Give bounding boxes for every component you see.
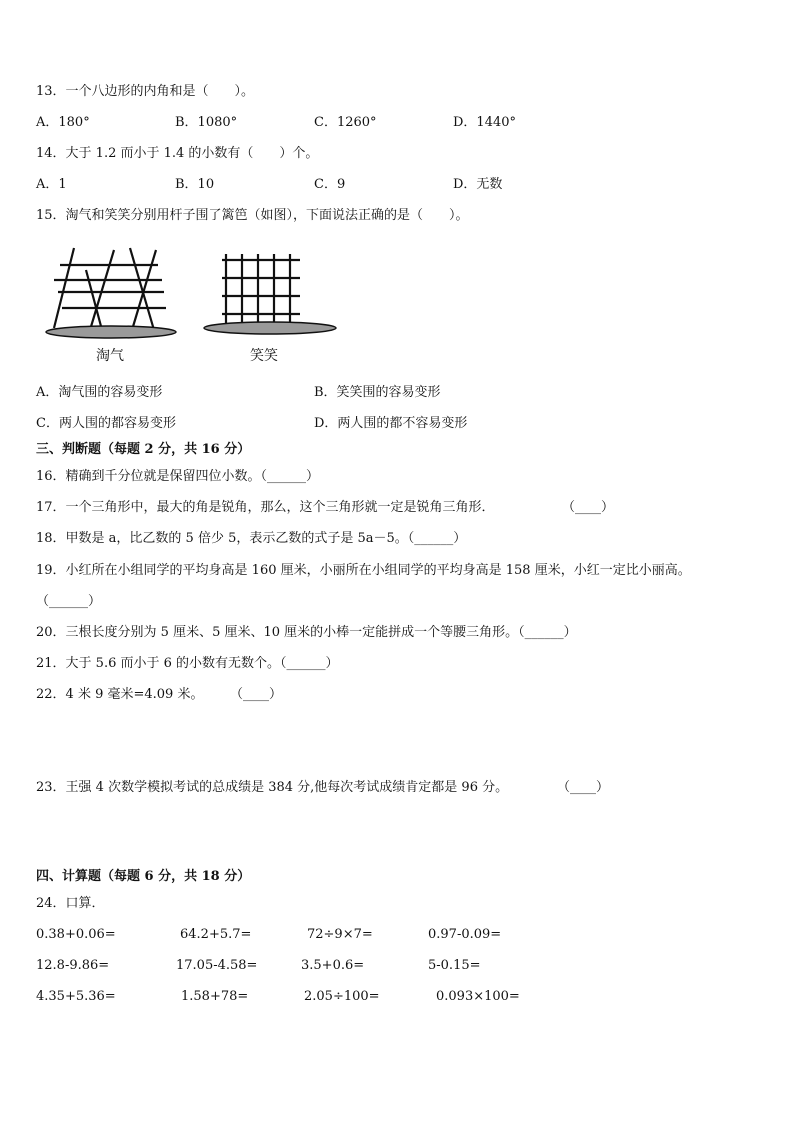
q19-blank: （______） [36,594,102,609]
q22-blank: （____） [230,687,283,702]
q13-option-c: C．1260° [314,115,377,130]
q15-option-d: D．两人围的都不容易变形 [314,416,468,431]
q15-option-a: A．淘气围的容易变形 [36,385,163,400]
q14-option-d: D．无数 [453,177,503,192]
q14-option-a: A．1 [36,177,67,192]
q13-option-a: A．180° [36,115,90,130]
q23-blank: （____） [557,780,610,795]
calc-item: 0.093×100= [436,989,520,1004]
q15-option-b: B．笑笑围的容易变形 [314,385,441,400]
xiaoxiao-label: 笑笑 [250,348,278,364]
q14-option-b: B．10 [175,177,215,192]
calc-item: 5-0.15= [428,958,481,973]
q14-text: 14．大于 1.2 而小于 1.4 的小数有（ ）个。 [36,146,319,161]
calc-item: 64.2+5.7= [180,927,252,942]
xiaoxiao-fence-icon [222,254,300,326]
section-4-title: 四、计算题（每题 6 分，共 18 分） [36,869,251,884]
q13-text: 13．一个八边形的内角和是（ ）。 [36,84,255,99]
calc-item: 1.58+78= [181,989,249,1004]
q16-text: 16．精确到千分位就是保留四位小数。（______） [36,469,320,484]
q17-blank: （____） [562,500,615,515]
q13-option-d: D．1440° [453,115,517,130]
q20-text: 20．三根长度分别为 5 厘米、5 厘米、10 厘米的小棒一定能拼成一个等腰三角形。（______） [36,625,577,640]
q21-text: 21．大于 5.6 而小于 6 的小数有无数个。（______） [36,656,339,671]
q13-option-b: B．1080° [175,115,238,130]
calc-item: 12.8-9.86= [36,958,110,973]
calc-item: 72÷9×7= [307,927,373,942]
section-3-title: 三、判断题（每题 2 分，共 16 分） [36,442,251,457]
q23-text: 23．王强 4 次数学模拟考试的总成绩是 384 分,他每次考试成绩肯定都是 96 分。 [36,780,509,795]
q19-text: 19．小红所在小组同学的平均身高是 160 厘米，小丽所在小组同学的平均身高是 158 厘米，小红一定比小丽高。 [36,563,691,578]
calc-item: 17.05-4.58= [176,958,258,973]
q14-option-c: C．9 [314,177,346,192]
q18-text: 18．甲数是 a，比乙数的 5 倍少 5，表示乙数的式子是 5a－5。（______） [36,531,467,546]
calc-item: 0.97-0.09= [428,927,502,942]
calc-item: 4.35+5.36= [36,989,116,1004]
q15-text: 15．淘气和笑笑分别用杆子围了篱笆（如图），下面说法正确的是（ ）。 [36,208,469,223]
calc-item: 2.05÷100= [304,989,380,1004]
taoqi-label: 淘气 [96,348,124,364]
q17-text: 17．一个三角形中，最大的角是锐角，那么，这个三角形就一定是锐角三角形． [36,500,495,515]
calc-item: 0.38+0.06= [36,927,116,942]
q15-option-c: C．两人围的都容易变形 [36,416,176,431]
q24-text: 24．口算． [36,896,105,911]
fence-figure [36,240,346,370]
taoqi-fence-icon [54,248,166,330]
calc-item: 3.5+0.6= [301,958,365,973]
q22-text: 22．4 米 9 毫米=4.09 米。 [36,687,204,702]
